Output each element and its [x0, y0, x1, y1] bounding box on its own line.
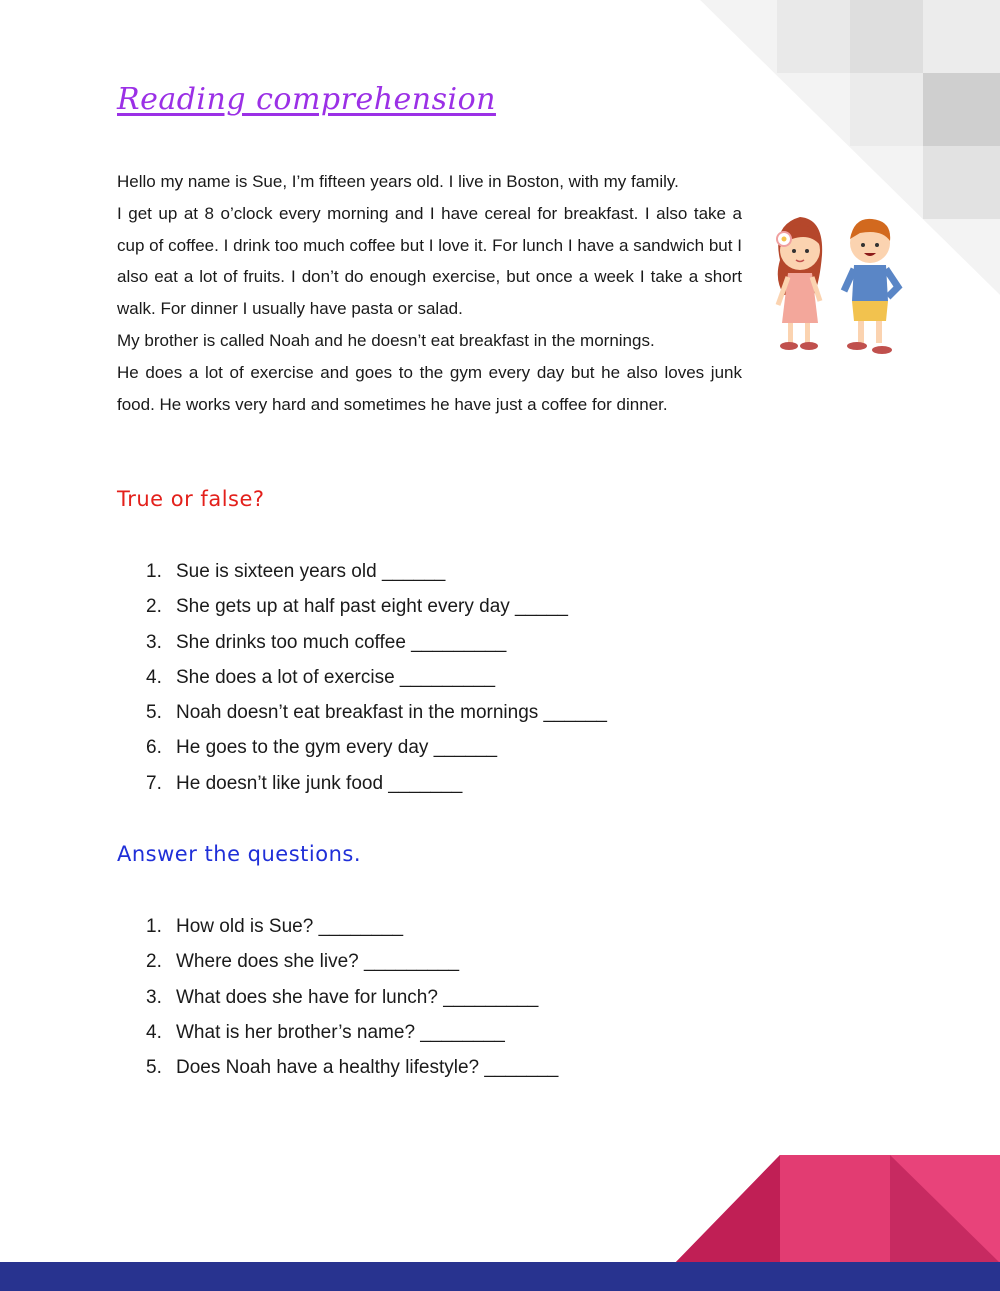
girl-figure [777, 217, 822, 350]
question-item [146, 909, 558, 944]
passage-paragraph: He does a lot of exercise and goes to the gym every day but he also loves junk food. He works very hard and sometimes he have just a coffee for dinner. [117, 362, 742, 414]
passage-paragraph: My brother is called Noah and he doesn’t eat breakfast in the mornings. [117, 330, 655, 350]
true-false-item [146, 660, 607, 695]
item-number: 1. [146, 916, 162, 937]
reading-passage [117, 166, 742, 420]
item-number: 2. [146, 951, 162, 973]
boy-figure [844, 219, 898, 354]
item-text: He goes to the gym every day ______ [176, 737, 498, 759]
question-item [146, 1015, 558, 1050]
true-false-item [146, 695, 607, 730]
kids-illustration [762, 205, 917, 370]
questions-heading: Answer the questions. [117, 842, 362, 866]
true-false-item [146, 766, 607, 801]
question-item [146, 944, 558, 979]
item-text: Noah doesn’t eat breakfast in the mornings ______ [176, 702, 607, 724]
item-text: Sue is sixteen years old ______ [176, 561, 446, 582]
item-text: He doesn’t like junk food _______ [176, 772, 463, 794]
item-number: 4. [146, 1021, 162, 1043]
item-number: 3. [146, 631, 162, 653]
true-false-list [146, 554, 607, 801]
true-false-item [146, 589, 607, 624]
item-number: 3. [146, 986, 162, 1008]
question-item [146, 980, 558, 1015]
item-number: 2. [146, 596, 162, 618]
item-number: 7. [146, 772, 162, 794]
item-text: She does a lot of exercise _________ [176, 666, 496, 688]
question-item [146, 1050, 558, 1085]
item-number: 5. [146, 702, 162, 724]
true-false-item [146, 730, 607, 765]
item-text: Where does she live? _________ [176, 951, 460, 973]
true-false-item [146, 625, 607, 660]
bottom-bar [0, 1262, 1000, 1291]
passage-paragraph: Hello my name is Sue, I’m fifteen years old. I live in Boston, with my family. [117, 172, 679, 191]
item-number: 5. [146, 1057, 162, 1079]
item-number: 1. [146, 561, 162, 582]
item-text: What is her brother’s name? ________ [176, 1021, 505, 1043]
true-false-item [146, 554, 607, 589]
questions-list [146, 909, 558, 1085]
item-number: 6. [146, 737, 162, 759]
item-text: What does she have for lunch? _________ [176, 986, 539, 1008]
item-number: 4. [146, 666, 162, 688]
true-false-heading: True or false? [117, 487, 265, 511]
item-text: Does Noah have a healthy lifestyle? _______ [176, 1057, 559, 1079]
page-title: Reading comprehension [117, 82, 496, 117]
item-text: How old is Sue? ________ [176, 916, 404, 937]
corner-decoration-bottom [670, 1155, 1000, 1263]
item-text: She drinks too much coffee _________ [176, 631, 507, 653]
item-text: She gets up at half past eight every day _____ [176, 596, 568, 618]
passage-paragraph: I get up at 8 o’clock every morning and I have cereal for breakfast. I also take a cup of coffee. I drink too much coffee but I love it. For lunch I have a sandwich but I also eat a lot of fruits. I don’t do enough exercise, but once a week I take a short walk. For dinner I usually have pasta or salad. [117, 203, 742, 319]
